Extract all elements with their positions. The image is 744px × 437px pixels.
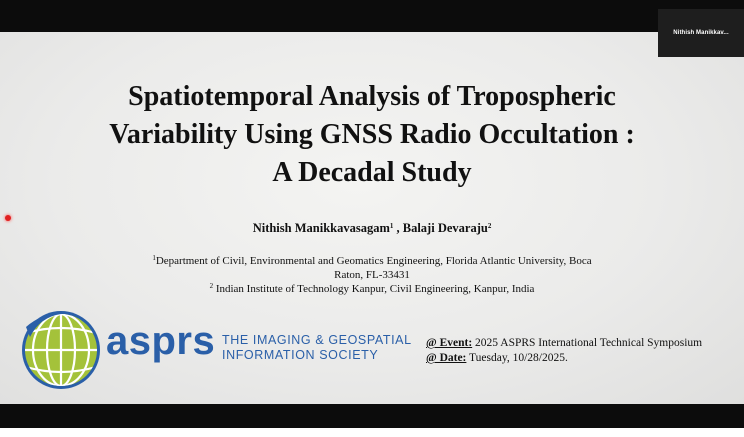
affiliation-2-sup: 2	[209, 282, 214, 290]
affiliation-2	[100, 279, 644, 296]
title-line-1: Spatiotemporal Analysis of Tropospheric	[128, 81, 616, 112]
laser-pointer-dot	[5, 215, 11, 221]
author-1: Nithish Manikkavasagam	[252, 221, 390, 235]
event-label: @ Event:	[426, 337, 473, 349]
participant-name: Nithish Manikkav...	[673, 30, 729, 36]
author-1-sup: 1	[389, 222, 394, 230]
affiliation-2-text: Indian Institute of Technology Kanpur, Civil Engineering, Kanpur, India	[213, 283, 535, 295]
asprs-tagline-line-2: INFORMATION SOCIETY	[222, 348, 379, 362]
asprs-globe-logo	[20, 309, 102, 391]
date-line	[426, 351, 736, 366]
title-line-2: Variability Using GNSS Radio Occultation :	[109, 119, 635, 150]
meeting-bottom-bar	[0, 404, 744, 428]
asprs-tagline-line-1: THE IMAGING & GEOSPATIAL	[222, 333, 412, 347]
event-info	[426, 336, 736, 366]
author-line	[100, 221, 644, 236]
participant-video-tile[interactable]	[658, 9, 744, 57]
title-line-3: A Decadal Study	[272, 157, 472, 188]
event-line	[426, 336, 736, 351]
affiliation-1-line-2: Raton, FL-33431	[334, 269, 410, 281]
affiliation-1-line-1: Department of Civil, Environmental and Geomatics Engineering, Florida Atlantic University, Boca	[155, 255, 592, 267]
date-label: @ Date:	[426, 352, 467, 364]
author-separator: ,	[393, 221, 403, 235]
author-2: Balaji Devaraju	[402, 221, 488, 235]
slide-title	[40, 78, 704, 192]
asprs-tagline	[222, 333, 412, 363]
bottom-strip	[0, 428, 744, 437]
author-2-sup: 2	[487, 222, 492, 230]
affiliation-1	[100, 251, 644, 282]
affiliation-1-sup: 1	[152, 254, 156, 262]
shared-slide	[0, 32, 744, 404]
meeting-top-bar	[0, 0, 744, 32]
asprs-wordmark: asprs	[106, 319, 216, 363]
event-value: 2025 ASPRS International Technical Symposium	[472, 337, 703, 349]
date-value: Tuesday, 10/28/2025.	[466, 352, 568, 364]
